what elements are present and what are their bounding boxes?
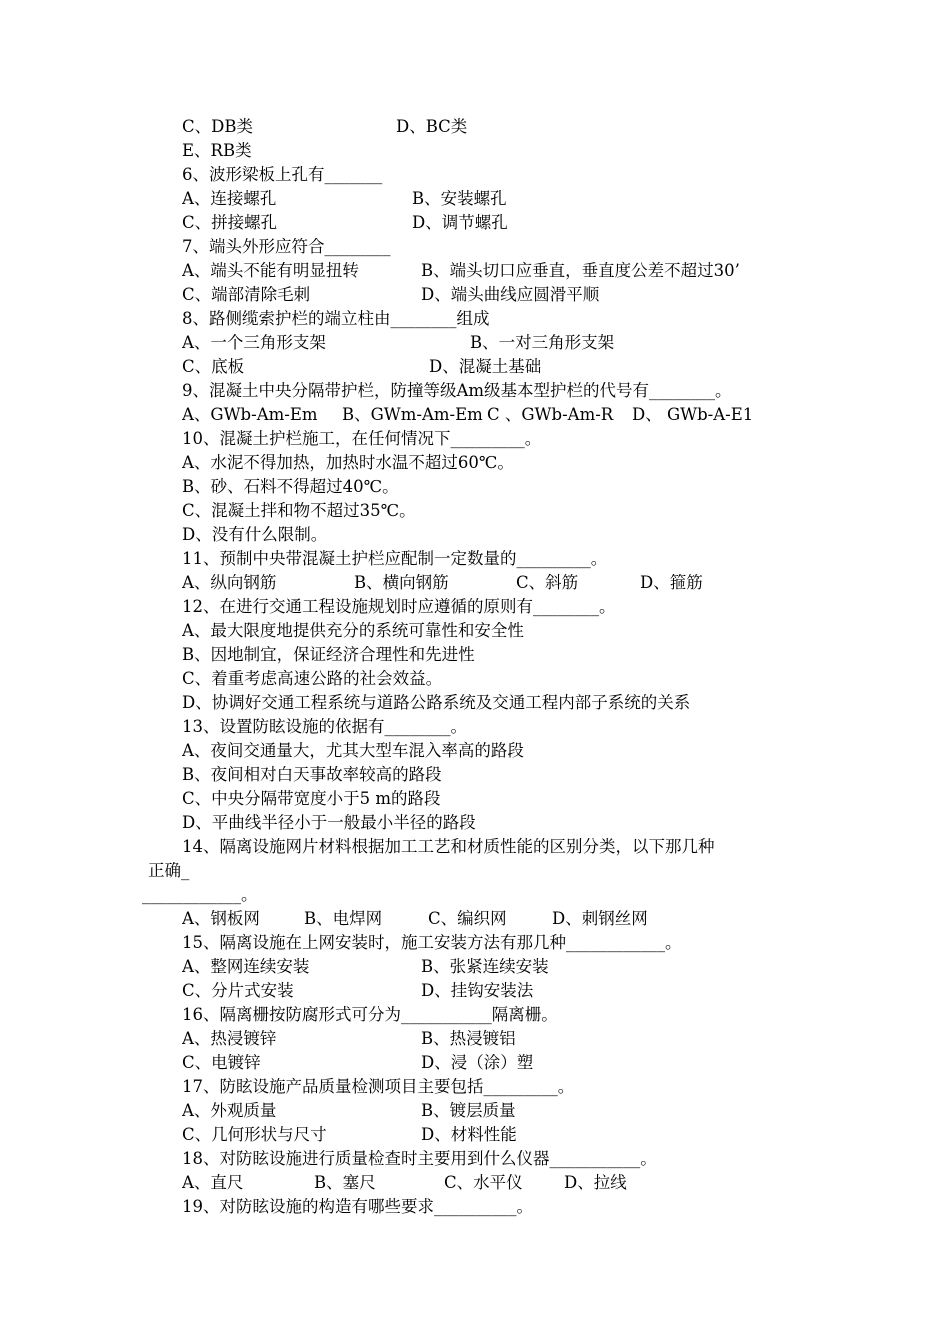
text-segment: 8、路侧缆索护栏的端立柱由________组成 bbox=[182, 309, 490, 328]
text-segment: B、张紧连续安装 bbox=[421, 957, 549, 976]
text-segment: A、整网连续安装 bbox=[182, 957, 310, 976]
text-segment: C、底板 bbox=[182, 357, 245, 376]
text-segment: A、热浸镀锌 bbox=[182, 1029, 277, 1048]
text-segment: A、最大限度地提供充分的系统可靠性和安全性 bbox=[182, 621, 524, 640]
text-segment: B、塞尺 bbox=[314, 1173, 376, 1192]
text-segment: E、RB类 bbox=[182, 141, 252, 160]
text-segment: A、水泥不得加热，加热时水温不超过60℃。 bbox=[182, 453, 514, 472]
text-segment: C、电镀锌 bbox=[182, 1053, 261, 1072]
text-segment: C、编织网 bbox=[428, 909, 507, 928]
text-segment: C、DB类 bbox=[182, 117, 253, 136]
text-segment: C、着重考虑高速公路的社会效益。 bbox=[182, 669, 443, 688]
text-segment: A、直尺 bbox=[182, 1173, 244, 1192]
text-segment: C、水平仪 bbox=[444, 1173, 523, 1192]
text-segment: 10、混凝土护栏施工，在任何情况下_________。 bbox=[182, 429, 542, 448]
text-segment: B、电焊网 bbox=[304, 909, 383, 928]
text-segment: C、中央分隔带宽度小于5 m的路段 bbox=[182, 789, 441, 808]
text-segment: C、几何形状与尺寸 bbox=[182, 1125, 327, 1144]
text-segment: D、平曲线半径小于一般最小半径的路段 bbox=[182, 813, 476, 832]
text-segment: 6、波形梁板上孔有_______ bbox=[182, 165, 383, 184]
text-segment: B、镀层质量 bbox=[421, 1101, 516, 1120]
text-segment: D、拉线 bbox=[564, 1173, 627, 1192]
text-segment: C、分片式安装 bbox=[182, 981, 294, 1000]
text-segment: A、纵向钢筋 bbox=[182, 573, 277, 592]
text-segment: 正确_ bbox=[148, 861, 190, 880]
text-segment: A、一个三角形支架 bbox=[182, 333, 326, 352]
text-segment: C、端部清除毛刺 bbox=[182, 285, 311, 304]
text-segment: A、GWb-Am-Em bbox=[182, 405, 318, 424]
text-segment: A、夜间交通量大，尤其大型车混入率高的路段 bbox=[182, 741, 524, 760]
text-segment: 11、预制中央带混凝土护栏应配制一定数量的_________。 bbox=[182, 549, 608, 568]
text-segment: 13、设置防眩设施的依据有________。 bbox=[182, 717, 467, 736]
text-segment: D、 GWb-A-E1 bbox=[632, 405, 754, 424]
text-segment: D、BC类 bbox=[396, 117, 468, 136]
text-segment: 16、隔离栅按防腐形式可分为___________隔离栅。 bbox=[182, 1005, 558, 1024]
text-segment: 15、隔离设施在上网安装时，施工安装方法有那几种____________。 bbox=[182, 933, 682, 952]
text-segment: C 、GWb-Am-R bbox=[487, 405, 614, 424]
text-segment: B、GWm-Am-Em bbox=[342, 405, 483, 424]
text-segment: B、因地制宜，保证经济合理性和先进性 bbox=[182, 645, 475, 664]
text-segment: 19、对防眩设施的构造有哪些要求__________。 bbox=[182, 1197, 533, 1216]
text-segment: D、材料性能 bbox=[421, 1125, 517, 1144]
text-segment: A、钢板网 bbox=[182, 909, 260, 928]
text-segment: 9、混凝土中央分隔带护栏，防撞等级Am级基本型护栏的代号有________。 bbox=[182, 381, 732, 400]
text-segment: A、外观质量 bbox=[182, 1101, 277, 1120]
text-segment: B、热浸镀铝 bbox=[421, 1029, 516, 1048]
text-segment: D、没有什么限制。 bbox=[182, 525, 328, 544]
text-segment: D、刺钢丝网 bbox=[552, 909, 648, 928]
text-segment: C、拼接螺孔 bbox=[182, 213, 278, 232]
text-segment: B、夜间相对白天事故率较高的路段 bbox=[182, 765, 442, 784]
text-segment: C、斜筋 bbox=[516, 573, 579, 592]
text-segment: 17、防眩设施产品质量检测项目主要包括_________。 bbox=[182, 1077, 575, 1096]
text-segment: D、混凝土基础 bbox=[429, 357, 542, 376]
text-segment: D、协调好交通工程系统与道路公路系统及交通工程内部子系统的关系 bbox=[182, 693, 691, 712]
text-segment: A、端头不能有明显扭转 bbox=[182, 261, 359, 280]
text-segment: A、连接螺孔 bbox=[182, 189, 277, 208]
text-segment: B、砂、石料不得超过40℃。 bbox=[182, 477, 399, 496]
text-segment: 14、隔离设施网片材料根据加工工艺和材质性能的区别分类，以下那几种 bbox=[182, 837, 715, 856]
text-segment: 18、对防眩设施进行质量检查时主要用到什么仪器___________。 bbox=[182, 1149, 657, 1168]
text-segment: D、浸（涂）塑 bbox=[421, 1053, 534, 1072]
text-segment: B、横向钢筋 bbox=[354, 573, 449, 592]
text-segment: D、调节螺孔 bbox=[412, 213, 508, 232]
text-segment: ____________。 bbox=[142, 885, 258, 904]
text-segment: D、挂钩安装法 bbox=[421, 981, 534, 1000]
text-segment: D、端头曲线应圆滑平顺 bbox=[421, 285, 600, 304]
text-segment: D、箍筋 bbox=[640, 573, 703, 592]
text-segment: 7、端头外形应符合________ bbox=[182, 237, 391, 256]
text-segment: B、端头切口应垂直，垂直度公差不超过30’ bbox=[421, 261, 740, 280]
text-segment: B、一对三角形支架 bbox=[470, 333, 615, 352]
text-segment: 12、在进行交通工程设施规划时应遵循的原则有________。 bbox=[182, 597, 616, 616]
text-segment: C、混凝土拌和物不超过35℃。 bbox=[182, 501, 416, 520]
text-segment: B、安装螺孔 bbox=[412, 189, 507, 208]
